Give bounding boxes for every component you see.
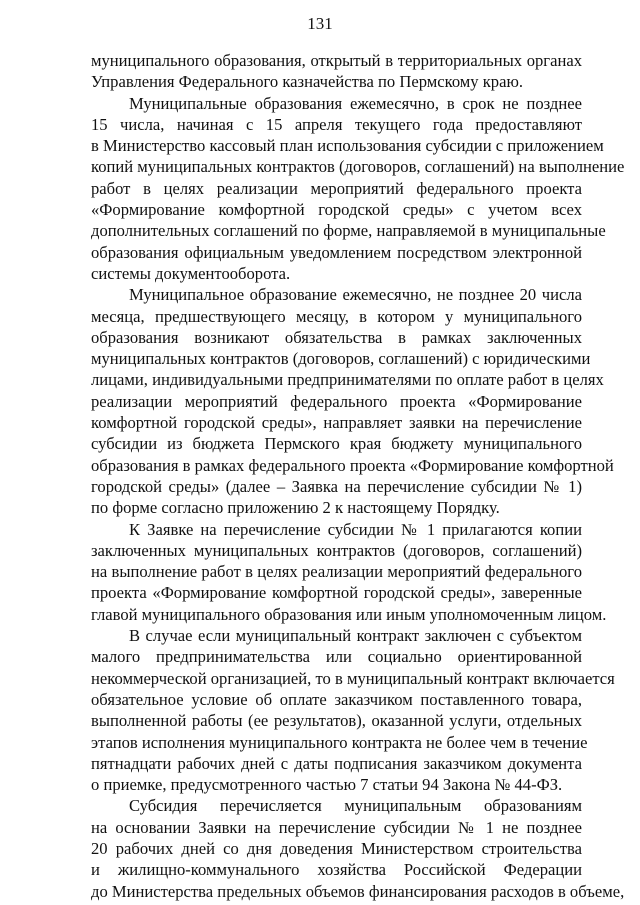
text-line: городской среды» (далее – Заявка на перечисление субсидии № 1) (91, 476, 582, 496)
paragraph (91, 284, 614, 518)
text-line: дополнительных соглашений по форме, направляемой в муниципальные (91, 221, 606, 241)
text-line: этапов исполнения муниципального контракта не более чем в течение (91, 732, 588, 752)
text-line: и жилищно-коммунального хозяйства Российской Федерации (91, 860, 582, 880)
text-line: образования официальным уведомлением посредством электронной (91, 242, 582, 262)
text-line: в Министерство кассовый план использования субсидии с приложением (91, 136, 604, 156)
text-line: Муниципальное образование ежемесячно, не позднее 20 числа (129, 285, 582, 305)
text-line: на основании Заявки на перечисление субсидии № 1 не позднее (91, 817, 582, 837)
text-line: до Министерства предельных объемов финансирования расходов в объеме, (91, 881, 625, 901)
text-line: пятнадцати рабочих дней с даты подписания заказчиком документа (91, 753, 582, 773)
text-line: некоммерческой организацией, то в муниципальный контракт включается (91, 668, 615, 688)
paragraph (91, 93, 625, 285)
text-line: копий муниципальных контрактов (договоров, соглашений) на выполнение (91, 157, 625, 177)
text-line: образования в рамках федерального проекта «Формирование комфортной (91, 455, 614, 475)
text-line: лицами, индивидуальными предпринимателями по оплате работ в целях (91, 370, 604, 390)
paragraph (91, 625, 615, 795)
text-line: главой муниципального образования или иным уполномоченным лицом. (91, 604, 607, 624)
text-line: работ в целях реализации мероприятий федерального проекта (91, 178, 582, 198)
text-line: на выполнение работ в целях реализации мероприятий федерального (91, 562, 582, 582)
text-line: «Формирование комфортной городской среды» с учетом всех (91, 200, 582, 220)
text-line: Субсидия перечисляется муниципальным образованиям (129, 796, 582, 816)
text-line: малого предпринимательства или социально ориентированной (91, 647, 582, 667)
text-line: о приемке, предусмотренного частью 7 статьи 94 Закона № 44-ФЗ. (91, 775, 563, 795)
text-line: образования возникают обязательства в рамках заключенных (91, 327, 582, 347)
text-line: муниципального образования, открытый в территориальных органах (91, 51, 582, 70)
text-line: выполненной работы (ее результатов), оказанной услуги, отдельных (91, 711, 582, 731)
text-line: К Заявке на перечисление субсидии № 1 прилагаются копии (129, 519, 582, 539)
body-text (91, 50, 625, 902)
text-line: проекта «Формирование комфортной городской среды», заверенные (91, 583, 582, 603)
text-line: 20 рабочих дней со дня доведения Министерством строительства (91, 838, 582, 858)
text-line: месяца, предшествующего месяцу, в котором у муниципального (91, 306, 582, 326)
text-line: муниципальных контрактов (договоров, соглашений) с юридическими (91, 349, 591, 369)
text-line: реализации мероприятий федерального проекта «Формирование (91, 391, 582, 411)
text-line: заключенных муниципальных контрактов (договоров, соглашений) (91, 540, 582, 560)
paragraph (91, 795, 625, 901)
page-number: 131 (307, 14, 333, 33)
text-line: обязательное условие об оплате заказчиком поставленного товара, (91, 689, 582, 709)
text-line: 15 числа, начиная с 15 апреля текущего года предоставляют (91, 114, 582, 134)
text-line: Муниципальные образования ежемесячно, в срок не позднее (129, 93, 582, 113)
text-line: системы документооборота. (91, 263, 291, 283)
paragraph (91, 519, 607, 625)
text-line: по форме согласно приложению 2 к настоящему Порядку. (91, 498, 500, 518)
text-line: Управления Федерального казначейства по Пермскому краю. (91, 72, 524, 92)
text-line: субсидии из бюджета Пермского края бюджету муниципального (91, 434, 582, 454)
text-line: комфортной городской среды», направляет заявки на перечисление (91, 413, 582, 433)
paragraph (91, 50, 582, 93)
text-line: В случае если муниципальный контракт заключен с субъектом (129, 626, 582, 646)
